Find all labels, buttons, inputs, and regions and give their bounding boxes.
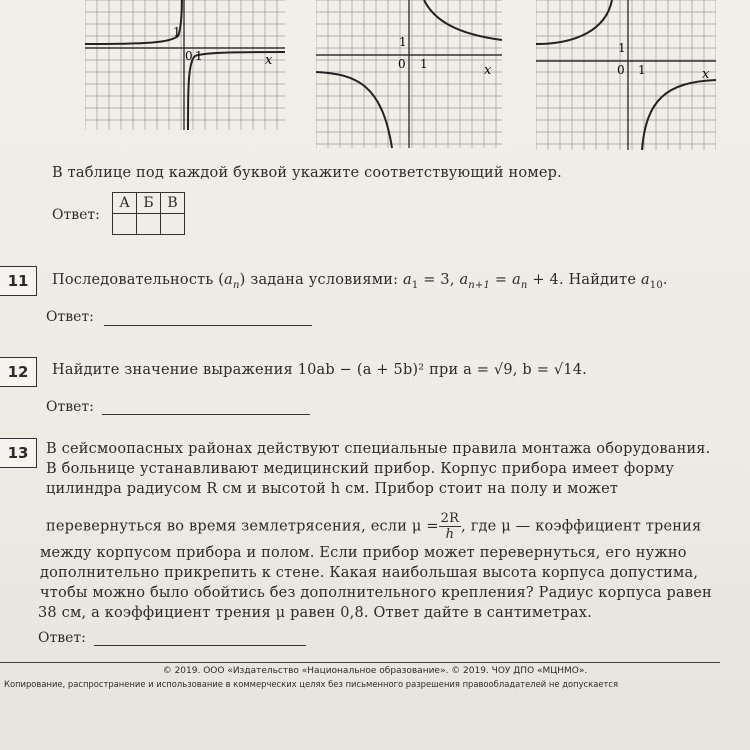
instruction-text: В таблице под каждой буквой укажите соответствующий номер.: [52, 165, 562, 181]
origin-label: 0: [398, 57, 406, 71]
curve: [316, 72, 392, 148]
answer-cell-a[interactable]: [113, 214, 137, 235]
answer-field-12[interactable]: [102, 413, 310, 415]
origin-label: 0: [185, 49, 193, 63]
graph-2: [316, 0, 502, 148]
task-12-number: 12: [0, 357, 37, 387]
task-13-line: перевернуться во время землетрясения, если μ = $\frac{2R}{h}$ , где μ — коэффициент трения: [46, 511, 702, 542]
task-13-number: 13: [0, 438, 37, 468]
answer-field-13[interactable]: [94, 644, 306, 646]
answer-label: Ответ:: [38, 630, 86, 646]
x-one-label: 1: [195, 49, 203, 63]
task-12-text: Найдите значение выражения 10ab − (a + 5b)² при a = √9, b = √14.: [52, 362, 587, 378]
x-axis-label: x: [702, 67, 710, 82]
x-axis-label: x: [265, 53, 273, 68]
answer-cell-b[interactable]: [137, 214, 161, 235]
x-one-label: 1: [420, 57, 428, 71]
task-13-line: дополнительно прикрепить к стене. Какая наибольшая высота корпуса допустима,: [40, 565, 699, 581]
formula-fraction: $\frac{2R}{h}$: [440, 511, 460, 542]
answer-cell-v[interactable]: [161, 214, 185, 235]
curve: [85, 0, 182, 44]
table-header-b: Б: [137, 193, 161, 214]
y-one-label: 1: [618, 41, 626, 55]
x-axis-label: x: [484, 63, 492, 78]
task-13-line: В больнице устанавливают медицинский прибор. Корпус прибора имеет форму: [46, 461, 675, 477]
task-11-number: 11: [0, 266, 37, 296]
graph-1: [85, 0, 285, 130]
graph-3: [536, 0, 716, 150]
task-13-line: чтобы можно было обойтись без дополнительного крепления? Радиус корпуса равен: [40, 585, 712, 601]
answer-table: [112, 192, 185, 235]
footer-divider: [0, 662, 720, 663]
task-13-line: между корпусом прибора и полом. Если прибор может перевернуться, его нужно: [40, 545, 687, 561]
origin-label: 0: [617, 63, 625, 77]
task-13-line: 38 см, а коэффициент трения μ равен 0,8. Ответ дайте в сантиметрах.: [38, 605, 592, 621]
answer-label: Ответ:: [52, 207, 100, 223]
answer-label: Ответ:: [46, 309, 94, 325]
footer-notice: Копирование, распространение и использование в коммерческих целях без письменного разрешения правообладателей не допускается: [4, 679, 619, 689]
task-11-text: Последовательность $(a_n)$ задана условиями: $a_1 = 3$, $a_{n+1} = a_n + 4$. Найдите $a_{10}$.: [52, 272, 668, 291]
curve: [536, 0, 612, 44]
task-13-line: В сейсмоопасных районах действуют специальные правила монтажа оборудования.: [46, 441, 711, 457]
table-header-a: А: [113, 193, 137, 214]
task-13-line: цилиндра радиусом R см и высотой h см. Прибор стоит на полу и может: [46, 481, 619, 497]
answer-field-11[interactable]: [104, 324, 312, 326]
footer-copyright: © 2019. ООО «Издательство «Национальное образование». © 2019. ЧОУ ДПО «МЦНМО».: [162, 666, 588, 676]
answer-label: Ответ:: [46, 399, 94, 415]
curve: [642, 80, 716, 150]
y-one-label: 1: [173, 25, 181, 39]
x-one-label: 1: [638, 63, 646, 77]
table-header-v: В: [161, 193, 185, 214]
y-one-label: 1: [399, 35, 407, 49]
